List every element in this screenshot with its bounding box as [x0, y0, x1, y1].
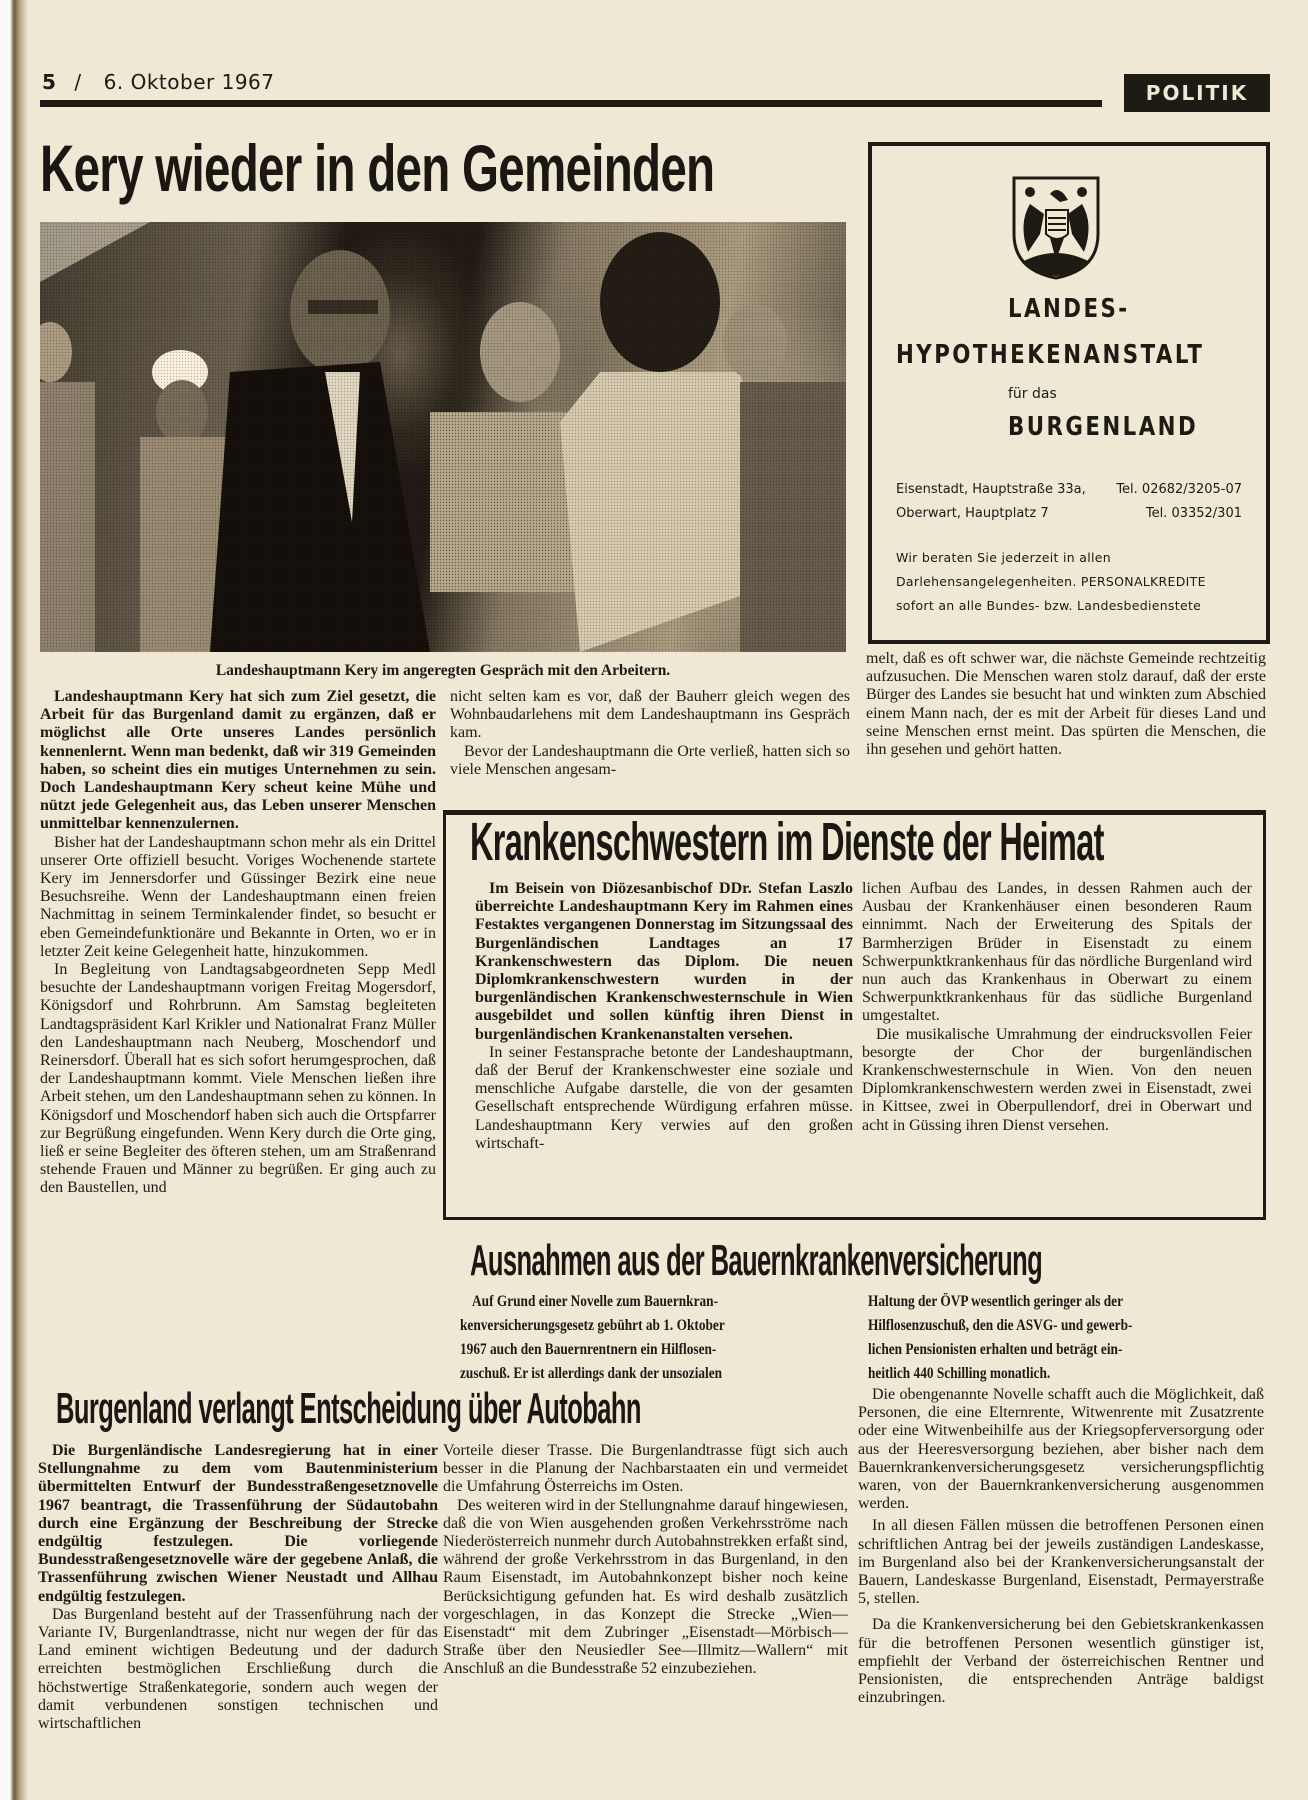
ad-phone: Tel. 02682/3205-07: [1116, 482, 1242, 497]
article-paragraph: Die obengenannte Novelle schafft auch die Möglichkeit, daß Personen, die eine Elternrente, Witwenrente mit Zusatzrente oder eine Witwenbeihilfe aus der Kriegsopferversorgung oder aus der Heeresversorgung beziehen, aber bisher nach dem Bauernkrankenversicherungsgesetz versicherungspflichtig waren, von der Bauernkrankenversicherung ausgenommen werden.: [858, 1386, 1264, 1513]
news-photo: [40, 222, 846, 652]
article-paragraph: melt, daß es oft schwer war, die nächste Gemeinde rechtzeitig aufzusuchen. Die Menschen waren stolz darauf, daß der erste Bürger des Landes sie besucht hat und winkten zum Abschied einem Mann nach, der es mit der Arbeit für dieses Land und seine Menschen ernst meint. Das spürten die Menschen, die ihn gesehen und gehört hatten.: [866, 650, 1266, 759]
ad-title-line1: LANDES-: [1008, 294, 1130, 324]
article-paragraph: nicht selten kam es vor, daß der Bauherr gleich wegen des Wohnbaudarlehens mit dem Landeshauptmann ins Gespräch kam.: [450, 688, 850, 742]
article-paragraph: Die musikalische Umrahmung der eindrucksvollen Feier besorgte der Chor der burgenländischen Krankenschwesternschule in Wien. Von den neuen Diplomkrankenschwestern werden zwei in Eisenstadt, zwei in Kittsee, zwei in Oberpullendorf, drei in Oberwart und acht in Güssing ihren Dienst versehen.: [862, 1025, 1252, 1134]
lead-line: Haltung der ÖVP wesentlich geringer als der: [868, 1293, 1123, 1310]
article1-column2: [450, 688, 850, 779]
separator: /: [74, 70, 82, 94]
article-headline: Ausnahmen aus der Bauernkrankenversicherung: [470, 1236, 1043, 1285]
lead-line: heitlich 440 Schilling monatlich.: [868, 1365, 1051, 1382]
article-headline: Kery wieder in den Gemeinden: [40, 131, 715, 205]
article-paragraph: Des weiteren wird in der Stellungnahme darauf hingewiesen, daß die von Wien ausgehenden großen Verkehrsströme nach Niederösterreich nunmehr durch Autobahnstrekken erfaßt sind, während der große Verkehrsstrom in das Burgenland, in den Raum Eisenstadt, im Autobahnkonzept bisher noch keine Berücksichtigung gefunden hat. Es wird deshalb zusätzlich vorgeschlagen, in das Konzept die Strecke „Wien—Eisenstadt“ mit dem Zubringer „Eisenstadt—Mörbisch—Straße über den Neusiedler See—Illmitz—Wallern“ mit Anschluß an die Bundesstraße 52 einzubeziehen.: [443, 1496, 848, 1678]
article-paragraph: Bevor der Landeshauptmann die Orte verließ, hatten sich so viele Menschen angesam-: [450, 742, 850, 778]
article-paragraph: In all diesen Fällen müssen die betroffenen Personen einen schriftlichen Antrag bei der jeweils zuständigen Landeskasse, im Burgenland also bei der Krankenversicherungsanstalt der Bauern, Landeskasse Burgenland, Eisenstadt, Permayerstraße 5, stellen.: [858, 1517, 1264, 1608]
article4-column2: [443, 1442, 848, 1679]
page-edge-shadow: [0, 0, 28, 1800]
article1-column1: [40, 688, 436, 1198]
article-paragraph: Das Burgenland besteht auf der Trassenführung nach der Variante IV, Burgenlandtrasse, nicht nur wegen der für das Land eminent wichtigen Bedeutung und der dadurch erreichten bestmöglichen Erschließung durch die höchstwertige Straßenkategorie, sondern auch wegen der damit verbundenen sonstigen technischen und wirtschaftlichen: [38, 1605, 438, 1733]
lead-line: lichen Pensionisten erhalten und beträgt ein-: [868, 1341, 1123, 1358]
ad-addresses: [896, 478, 1242, 526]
article3-column: [858, 1386, 1264, 1707]
ad-subtitle: für das: [1008, 386, 1057, 402]
article-lead: Landeshauptmann Kery hat sich zum Ziel gesetzt, die Arbeit für das Burgenland damit zu ergänzen, daß er möglichst alle Orte unseres Landes persönlich kennenlernt. Wenn man bedenkt, daß wir 319 Gemeinden haben, so scheint dies ein mutiges Unternehmen zu sein. Doch Landeshauptmann Kery scheut keine Mühe und nützt jede Gelegenheit aus, das Leben unserer Menschen unmittelbar kennenzulernen.: [40, 688, 436, 833]
article2-column1: [475, 880, 853, 1153]
issue-date: 6. Oktober 1967: [103, 70, 275, 94]
article-headline: Krankenschwestern im Dienste der Heimat: [470, 812, 1104, 872]
article-headline: Burgenland verlangt Entscheidung über Autobahn: [56, 1384, 641, 1433]
coat-of-arms-icon: [1010, 174, 1102, 280]
article-paragraph: Da die Krankenversicherung bei den Gebietskrankenkassen für die betroffenen Personen wesentlich günstiger ist, empfiehlt der Verband der österreichischen Rentner und Pensionisten, die entsprechenden Anträge baldigst einzubringen.: [858, 1616, 1264, 1707]
ad-address: Oberwart, Hauptplatz 7: [896, 506, 1049, 521]
lead-line: Hilflosenzuschuß, den die ASVG- und gewerb-: [868, 1317, 1133, 1334]
article2-column2: [862, 880, 1252, 1135]
article-paragraph: lichen Aufbau des Landes, in dessen Rahmen auch der Ausbau der Krankenhäuser einen besonderen Raum einnimmt. Nach der Erweiterung des Spitals der Barmherzigen Brüder in Eisenstadt zu einem Schwerpunktkrankenhaus für das nördliche Burgenland wird nun auch das Krankenhaus in Oberwart zu einem Schwerpunktkrankenhaus für das südliche Burgenland umgestaltet.: [862, 880, 1252, 1025]
header-rule: [40, 100, 1102, 107]
lead-line: Auf Grund einer Novelle zum Bauernkran-: [472, 1293, 719, 1310]
bank-advertisement: [868, 142, 1270, 644]
page-number: 5: [42, 70, 57, 94]
ad-title-line2: HYPOTHEKENANSTALT: [896, 340, 1205, 370]
ad-phone: Tel. 03352/301: [1145, 506, 1242, 521]
ad-title-line4: BURGENLAND: [1008, 412, 1199, 442]
article3-lead-right: [868, 1290, 1268, 1386]
ad-note: Wir beraten Sie jederzeit in allen Darlehensangelegenheiten. PERSONALKREDITE sofort an alle Bundes- bzw. Landesbedienstete: [896, 550, 1206, 613]
article-paragraph: In Begleitung von Landtagsabgeordneten Sepp Medl besuchte der Landeshauptmann vorigen Freitag Mogersdorf, Königsdorf und Rohrbrunn. Am Samstag begleiteten Landtagspräsident Karl Krikler und Nationalrat Franz Müller den Landeshauptmann nach Neuberg, Moschendorf und Reinersdorf. Überall hat es sich sofort herumgesprochen, daß der Landeshauptmann kommt. Viele Menschen ließen ihre Arbeit stehen, um den Landeshauptmann sehen zu können. In Königsdorf und Moschendorf haben sich auch die Ortspfarrer zur Begrüßung eingefunden. Wenn Kery durch die Orte ging, ließ er seine Begleiter des öfteren stehen, um am Straßenrand stehende Frauen und Männer zu begrüßen. Er ging auch zu den Baustellen, und: [40, 961, 436, 1197]
article-paragraph: Bisher hat der Landeshauptmann schon mehr als ein Drittel unserer Orte offiziell besucht. Voriges Wochenende startete Kery im Jennersdorfer und Güssinger Bezirk eine neue Besuchsreihe. Wenn der Landeshauptmann einen freien Nachmittag in seinem Terminkalender findet, so besucht er eben Gemeindefunktionäre und Bekannte in Orten, wo er in letzter Zeit keine Gelegenheit hatte, hinzukommen.: [40, 833, 436, 960]
section-label: POLITIK: [1124, 74, 1270, 112]
lead-line: kenversicherungsgesetz gebührt ab 1. Oktober: [460, 1317, 725, 1334]
ad-address: Eisenstadt, Hauptstraße 33a,: [896, 482, 1086, 497]
article-lead: Die Burgenländische Landesregierung hat in einer Stellungnahme zu dem vom Bautenministerium übermittelten Entwurf der Bundesstraßengesetznovelle 1967 beantragt, die Trassenführung der Südautobahn durch eine Ergänzung der Beschreibung der Strecke endgültig festzulegen. Die vorliegende Bundesstraßengesetznovelle wäre der gegebene Anlaß, die Trassenführung zwischen Wiener Neustadt und Allhau endgültig festzulegen.: [38, 1442, 438, 1605]
article-paragraph: In seiner Festansprache betonte der Landeshauptmann, daß der Beruf der Krankenschwester eine soziale und menschliche Aufgabe darstelle, die von der gesamten Gesellschaft entsprechende Würdigung erfahren müsse. Landeshauptmann Kery verwies auf den großen wirtschaft-: [475, 1043, 853, 1152]
photo-caption: Landeshauptmann Kery im angeregten Gespräch mit den Arbeitern.: [215, 662, 671, 679]
article4-column1: [38, 1442, 438, 1733]
page-header-dateline: [42, 70, 275, 94]
lead-line: 1967 auch den Bauernrentnern ein Hilflosen-: [460, 1341, 717, 1358]
article3-lead-left: [460, 1290, 860, 1386]
lead-line: zuschuß. Er ist allerdings dank der unsozialen: [460, 1365, 723, 1382]
article-paragraph: Vorteile dieser Trasse. Die Burgenlandtrasse fügt sich auch besser in die Planung der Nachbarstaaten ein und vermeidet die Umfahrung Österreichs im Osten.: [443, 1442, 848, 1496]
photo-people-icon: [40, 222, 846, 652]
article-lead: Im Beisein von Diözesanbischof DDr. Stefan Laszlo überreichte Landeshauptmann Kery im Rahmen eines Festaktes vergangenen Donnerstag im Sitzungssaal des Burgenländischen Landtages an 17 Krankenschwestern das Diplom. Die neuen Diplomkrankenschwestern wurden in der burgenländischen Krankenschwesternschule in Wien ausgebildet und sollen künftig ihren Dienst in burgenländischen Krankenanstalten versehen.: [475, 880, 853, 1043]
article1-column3: [866, 650, 1266, 759]
